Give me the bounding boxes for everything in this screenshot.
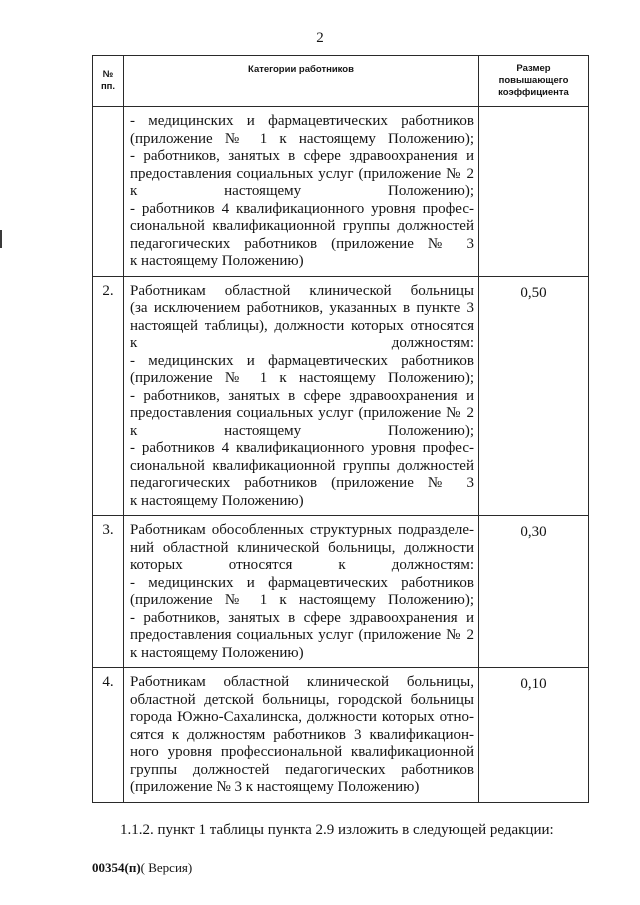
- category-line: педагогических работников (приложение № 3: [130, 475, 474, 491]
- page-number: 2: [316, 30, 324, 46]
- category-line: (приложение № 3 к настоящему Положению): [130, 779, 420, 795]
- coefficient-table: [92, 55, 589, 803]
- category-line: предоставления социальных услуг (приложение № 2: [130, 627, 474, 643]
- category-line: (приложение № 1 к настоящему Положению);: [130, 592, 474, 608]
- category-line: сиональной квалификационной группы должностей: [130, 218, 474, 234]
- row-category: [124, 107, 479, 277]
- category-line: Работникам обособленных структурных подразделе-: [130, 522, 474, 538]
- table-row: [93, 668, 589, 803]
- category-line: - работников 4 квалификационного уровня профес-: [130, 200, 474, 217]
- header-coef: Размер повышающего коэффициента: [479, 56, 589, 107]
- row-coefficient: 0,30: [479, 516, 589, 668]
- category-line: предоставления социальных услуг (приложение № 2: [130, 165, 474, 182]
- category-line: - медицинских и фармацевтических работников: [130, 352, 474, 369]
- row-number: 2.: [93, 276, 124, 516]
- row-number: 4.: [93, 668, 124, 803]
- category-line: к настоящему Положению): [130, 492, 304, 509]
- category-line: - работников, занятых в сфере здравоохранения и: [130, 387, 474, 404]
- table-header-row: [93, 56, 589, 107]
- category-line: к настоящему Положению): [130, 644, 304, 661]
- category-line: к настоящему Положению): [130, 253, 304, 269]
- category-line: педагогических работников (приложение № 3: [130, 235, 474, 252]
- category-line: (приложение № 1 к настоящему Положению);: [130, 130, 474, 147]
- row-coefficient: 0,10: [479, 668, 589, 803]
- category-line: ного уровня профессиональной квалификационной: [130, 744, 474, 760]
- amendment-text: 1.1.2. пункт 1 таблицы пункта 2.9 изложить в следующей редакции:: [120, 822, 554, 838]
- document-code-number: 00354(п): [92, 860, 141, 875]
- category-line: (за исключением работников, указанных в пункте 3: [130, 300, 474, 316]
- category-line: сятся к должностям работников 3 квалификацион-: [130, 726, 474, 743]
- category-line: - работников, занятых в сфере здравоохранения и: [130, 609, 474, 626]
- document-code: [92, 860, 192, 876]
- category-line: к должностям:: [130, 335, 474, 351]
- row-category: [124, 276, 479, 516]
- table-row: [93, 516, 589, 668]
- category-line: к настоящему Положению);: [130, 422, 474, 439]
- category-line: к настоящему Положению);: [130, 183, 474, 199]
- row-category: [124, 516, 479, 668]
- table-row: [93, 276, 589, 516]
- row-category: [124, 668, 479, 803]
- scan-artifact: [0, 230, 2, 248]
- category-line: Работникам областной клинической больницы,: [130, 674, 474, 690]
- row-number: 3.: [93, 516, 124, 668]
- table-row: [93, 107, 589, 277]
- category-line: - работников 4 квалификационного уровня профес-: [130, 440, 474, 456]
- category-line: города Южно-Сахалинска, должности которых отно-: [130, 709, 474, 725]
- category-line: областной детской больницы, городской больницы: [130, 691, 474, 708]
- row-coefficient: [479, 107, 589, 277]
- row-coefficient: 0,50: [479, 276, 589, 516]
- category-line: ний областной клинической больницы, должности: [130, 539, 474, 556]
- category-line: группы должностей педагогических работников: [130, 761, 474, 778]
- category-line: настоящей таблицы), должности которых относятся: [130, 317, 474, 334]
- header-category: Категории работников: [124, 56, 479, 107]
- row-number: [93, 107, 124, 277]
- category-line: Работникам областной клинической больницы: [130, 282, 474, 299]
- category-line: - работников, занятых в сфере здравоохранения и: [130, 148, 474, 164]
- document-code-version: ( Версия): [140, 860, 193, 875]
- category-line: - медицинских и фармацевтических работников: [130, 574, 474, 591]
- category-line: (приложение № 1 к настоящему Положению);: [130, 370, 474, 386]
- category-line: предоставления социальных услуг (приложение № 2: [130, 405, 474, 421]
- header-num: № пп.: [93, 56, 124, 107]
- category-line: - медицинских и фармацевтических работников: [130, 113, 474, 129]
- category-line: которых относятся к должностям:: [130, 557, 474, 573]
- category-line: сиональной квалификационной группы должностей: [130, 457, 474, 474]
